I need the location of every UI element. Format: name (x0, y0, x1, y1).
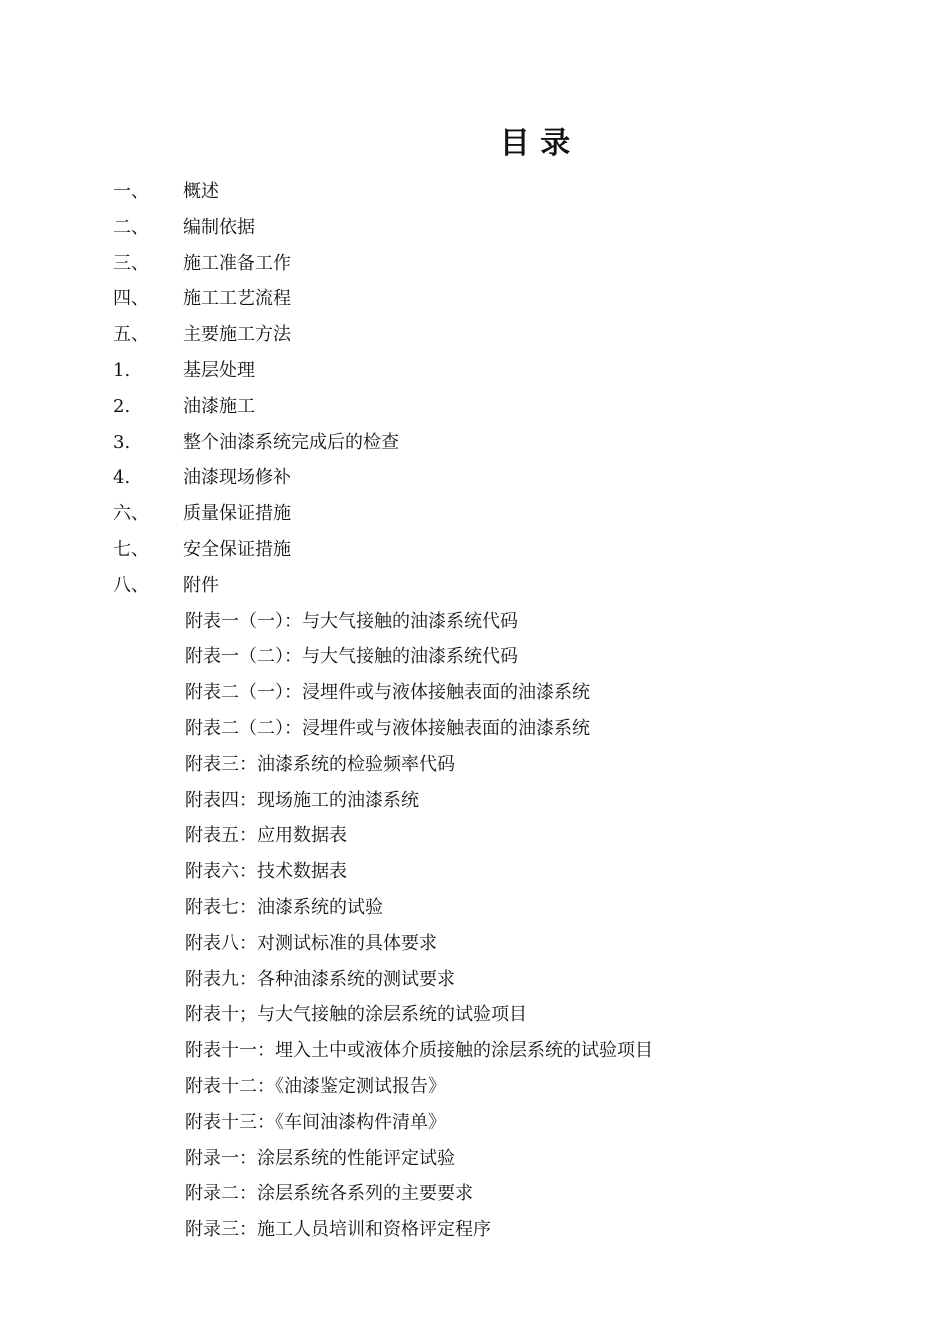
toc-entry-title: 编制依据 (183, 216, 255, 238)
toc-entry-title: 主要施工方法 (183, 324, 291, 346)
appendix-title: 附录二：涂层系统各系列的主要要求 (185, 1183, 473, 1205)
appendix-title: 附表一（一）：与大气接触的油漆系统代码 (185, 610, 518, 632)
appendix-entry (113, 1176, 873, 1212)
appendix-entry (113, 926, 873, 962)
toc-entry (113, 532, 873, 568)
appendix-entry (113, 818, 873, 854)
toc-entry-number: 四、 (113, 288, 149, 310)
appendix-title: 附表十二：《油漆鉴定测试报告》 (185, 1075, 446, 1097)
toc-entry (113, 389, 873, 425)
toc-entry (113, 317, 873, 353)
toc-entry-title: 质量保证措施 (183, 503, 291, 525)
appendix-title: 附表五：应用数据表 (185, 825, 347, 847)
appendix-entry (113, 604, 873, 640)
appendix-title: 附表七：油漆系统的试验 (185, 896, 383, 918)
toc-entry (113, 353, 873, 389)
appendix-entry (113, 783, 873, 819)
toc-entry-number: 七、 (113, 538, 149, 560)
toc-entry (113, 460, 873, 496)
toc-entry-number: 五、 (113, 324, 149, 346)
appendix-entry (113, 1033, 873, 1069)
appendix-title: 附表二（二）：浸埋件或与液体接触表面的油漆系统 (185, 717, 590, 739)
toc-entry-title: 附件 (183, 574, 219, 596)
appendix-title: 附表八：对测试标准的具体要求 (185, 932, 437, 954)
toc-entry-number: 1. (113, 359, 131, 381)
appendix-entry (113, 675, 873, 711)
appendix-entry (113, 890, 873, 926)
toc-entry (113, 281, 873, 317)
appendix-entry (113, 747, 873, 783)
appendix-title: 附表十一：埋入土中或液体介质接触的涂层系统的试验项目 (185, 1040, 653, 1062)
appendix-entry (113, 1212, 873, 1248)
toc-entry-title: 概述 (183, 181, 219, 202)
appendix-title: 附录一：涂层系统的性能评定试验 (185, 1147, 455, 1169)
appendix-title: 附表六：技术数据表 (185, 861, 347, 883)
appendix-entry (113, 1069, 873, 1105)
toc-entry-title: 安全保证措施 (183, 538, 291, 560)
appendix-entry (113, 997, 873, 1033)
appendix-title: 附表九：各种油漆系统的测试要求 (185, 968, 455, 990)
toc-entry-title: 基层处理 (183, 359, 255, 381)
toc-entry (113, 174, 873, 210)
toc-entry-number: 4. (113, 467, 131, 489)
appendix-title: 附录三：施工人员培训和资格评定程序 (185, 1219, 491, 1241)
toc-entry-number: 一、 (113, 181, 149, 202)
toc-entry (113, 425, 873, 461)
toc-entry-title: 施工准备工作 (183, 252, 291, 274)
toc-entry (113, 246, 873, 282)
toc-entry (113, 496, 873, 532)
appendix-title: 附表十三：《车间油漆构件清单》 (185, 1111, 446, 1133)
appendix-entry (113, 639, 873, 675)
appendix-title: 附表二（一）：浸埋件或与液体接触表面的油漆系统 (185, 682, 590, 704)
appendix-entry (113, 854, 873, 890)
toc-entry-number: 3. (113, 431, 131, 453)
toc-entry (113, 210, 873, 246)
appendix-title: 附表十；与大气接触的涂层系统的试验项目 (185, 1004, 527, 1026)
toc-entry-title: 油漆现场修补 (183, 467, 291, 489)
appendix-entry (113, 1141, 873, 1177)
appendix-title: 附表三：油漆系统的检验频率代码 (185, 753, 455, 775)
toc-entry-title: 施工工艺流程 (183, 288, 291, 310)
toc-entry-number: 六、 (113, 503, 149, 525)
toc-entry-number: 八、 (113, 574, 149, 596)
toc-entry-title: 油漆施工 (183, 395, 255, 417)
toc-entry-number: 三、 (113, 252, 149, 274)
page-title: 目 录 (499, 126, 571, 161)
appendix-entry (113, 1105, 873, 1141)
table-of-contents (113, 174, 873, 1248)
toc-entry (113, 568, 873, 604)
appendix-entry (113, 962, 873, 998)
toc-entry-number: 二、 (113, 216, 149, 238)
appendix-entry (113, 711, 873, 747)
appendix-title: 附表四：现场施工的油漆系统 (185, 789, 419, 811)
toc-entry-number: 2. (113, 395, 131, 417)
appendix-title: 附表一（二）：与大气接触的油漆系统代码 (185, 646, 518, 668)
toc-entry-title: 整个油漆系统完成后的检查 (183, 431, 399, 453)
